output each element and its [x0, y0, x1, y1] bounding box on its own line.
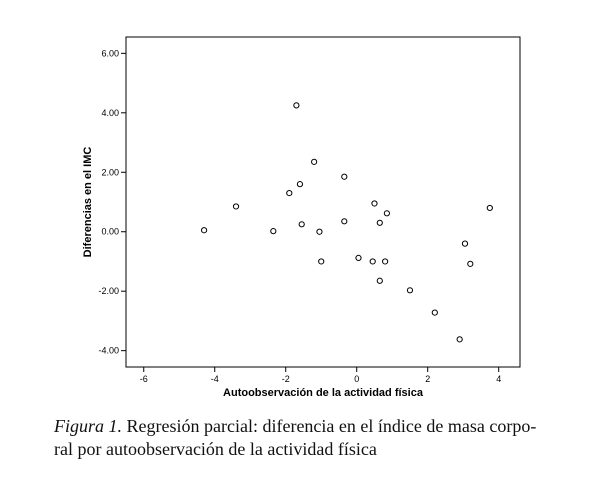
x-tick-label: 2	[425, 374, 431, 384]
y-tick-label: 4.00	[101, 107, 119, 118]
y-tick-label: -4.00	[98, 345, 119, 356]
figure-caption	[54, 415, 574, 461]
x-axis-ticks	[140, 367, 501, 384]
caption-text-line1: Regresión parcial: diferencia en el índice de masa corpo-	[122, 416, 537, 436]
y-tick-label: 6.00	[101, 48, 119, 59]
caption-label: Figura 1.	[54, 416, 123, 436]
x-axis-title: Autoobservación de la actividad física	[223, 387, 423, 399]
y-tick-label: 0.00	[101, 226, 119, 237]
plot-frame	[126, 37, 520, 367]
x-tick-label: 4	[496, 374, 502, 384]
x-tick-label: -4	[210, 374, 219, 384]
y-tick-label: -2.00	[98, 286, 119, 297]
y-tick-label: 2.00	[101, 167, 119, 178]
x-tick-label: -2	[281, 374, 290, 384]
y-axis-title: Diferencias en el IMC	[82, 146, 94, 258]
x-tick-label: 0	[354, 374, 360, 384]
y-axis-ticks	[98, 48, 126, 355]
x-tick-label: -6	[139, 374, 148, 384]
caption-text-line2: ral por autoobservación de la actividad física	[54, 439, 377, 459]
